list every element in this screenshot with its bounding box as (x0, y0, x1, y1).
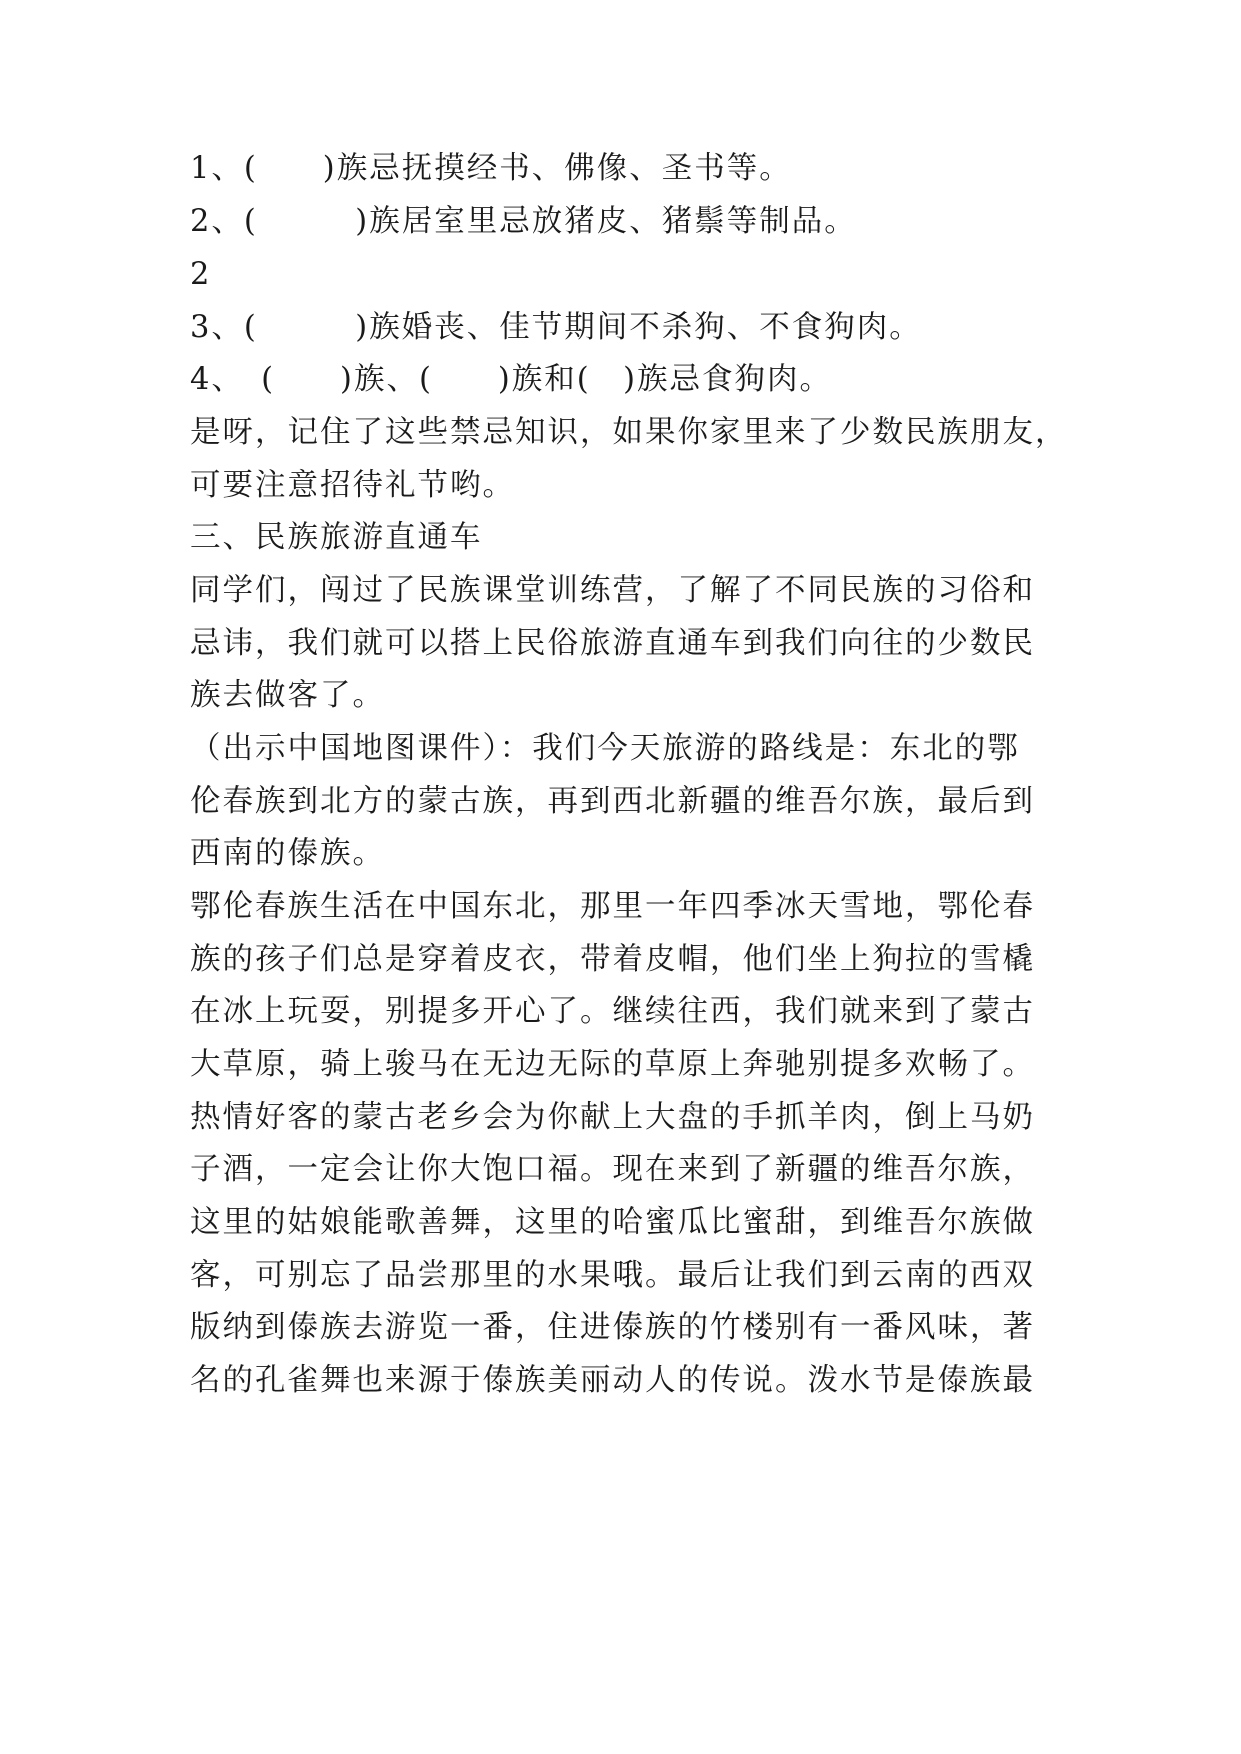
paragraph-line: 可要注意招待礼节哟。 (190, 468, 515, 503)
question-3: 3、( )族婚丧、佳节期间不杀狗、不食狗肉。 (190, 310, 922, 345)
paragraph-line: 西南的傣族。 (190, 836, 385, 871)
paragraph-line: 名的孔雀舞也来源于傣族美丽动人的传说。泼水节是傣族最 (190, 1363, 1035, 1398)
paragraph-line: 大草原，骑上骏马在无边无际的草原上奔驰别提多欢畅了。 (190, 1047, 1035, 1082)
paragraph-line: 客，可别忘了品尝那里的水果哦。最后让我们到云南的西双 (190, 1258, 1035, 1293)
paragraph-line: 族的孩子们总是穿着皮衣，带着皮帽，他们坐上狗拉的雪橇 (190, 942, 1035, 977)
section-heading: 三、民族旅游直通车 (190, 520, 483, 555)
paragraph-line: 这里的姑娘能歌善舞，这里的哈蜜瓜比蜜甜，到维吾尔族做 (190, 1205, 1035, 1240)
paragraph-line: 伦春族到北方的蒙古族，再到西北新疆的维吾尔族，最后到 (190, 784, 1035, 819)
question-2: 2、( )族居室里忌放猪皮、猪鬃等制品。 (190, 204, 857, 239)
paragraph-line: 版纳到傣族去游览一番，住进傣族的竹楼别有一番风味，著 (190, 1310, 1035, 1345)
paragraph-line: 鄂伦春族生活在中国东北，那里一年四季冰天雪地，鄂伦春 (190, 889, 1035, 924)
paragraph-line: 是呀，记住了这些禁忌知识，如果你家里来了少数民族朋友， (190, 415, 1068, 450)
paragraph-line: （出示中国地图课件）：我们今天旅游的路线是：东北的鄂 (190, 731, 1020, 766)
question-4: 4、 ( )族、( )族和( )族忌食狗肉。 (190, 362, 833, 397)
paragraph-line: 子酒，一定会让你大饱口福。现在来到了新疆的维吾尔族， (190, 1152, 1035, 1187)
paragraph-line: 在冰上玩耍，别提多开心了。继续往西，我们就来到了蒙古 (190, 994, 1035, 1029)
paragraph-line: 族去做客了。 (190, 678, 385, 713)
paragraph-line: 忌讳，我们就可以搭上民俗旅游直通车到我们向往的少数民 (190, 626, 1035, 661)
page-number: 2 (190, 257, 212, 292)
paragraph-line: 热情好客的蒙古老乡会为你献上大盘的手抓羊肉，倒上马奶 (190, 1100, 1035, 1135)
paragraph-line: 同学们，闯过了民族课堂训练营，了解了不同民族的习俗和 (190, 573, 1035, 608)
question-1: 1、( )族忌抚摸经书、佛像、圣书等。 (190, 151, 792, 186)
